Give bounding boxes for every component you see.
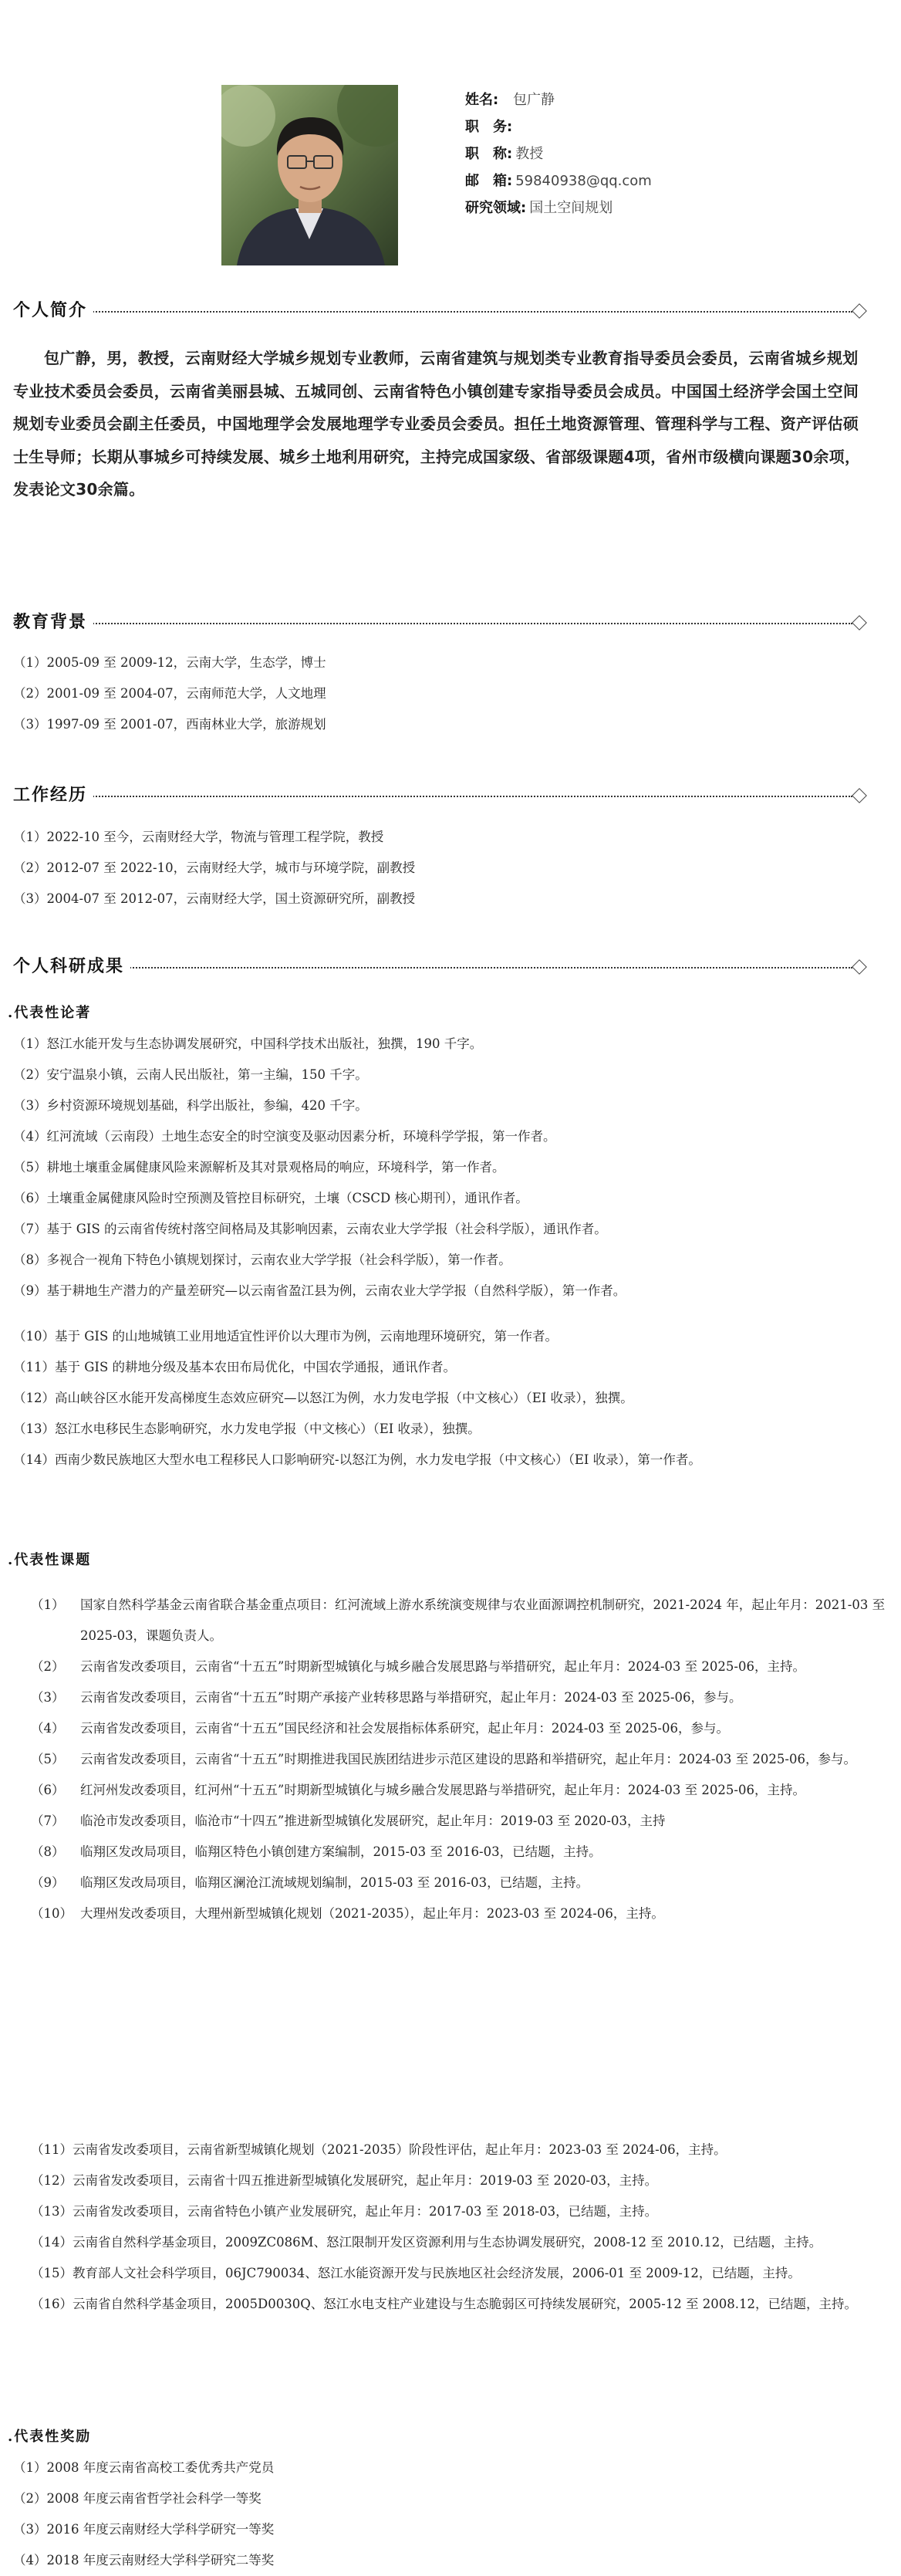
projects-heading: .代表性课题 bbox=[8, 1552, 92, 1568]
section-header-research bbox=[13, 955, 866, 979]
list-item: （1）2008 年度云南省高校工委优秀共产党员 bbox=[13, 2460, 275, 2475]
title-value: 教授 bbox=[515, 146, 544, 162]
list-item bbox=[31, 1898, 887, 1929]
list-item: （3）2004-07 至 2012-07，云南财经大学，国土资源研究所，副教授 bbox=[13, 891, 416, 906]
list-item: （3）1997-09 至 2001-07，西南林业大学，旅游规划 bbox=[13, 717, 326, 732]
list-item: （16）云南省自然科学基金项目，2005D0030Q、怒江水电支柱产业建设与生态脆弱区可持续发展研究，2005-12 至 2008.12，已结题，主持。 bbox=[31, 2297, 858, 2311]
list-item: （12）高山峡谷区水能开发高梯度生态效应研究—以怒江为例，水力发电学报（中文核心）（EI 收录），独撰。 bbox=[13, 1391, 633, 1405]
papers-list-continued bbox=[13, 1321, 885, 1476]
list-item: （3）2016 年度云南财经大学科学研究一等奖 bbox=[13, 2522, 275, 2537]
duty-label: 职 务: bbox=[465, 119, 513, 135]
item-text: 大理州发改委项目，大理州新型城镇化规划（2021-2035），起止年月：2023-03 至 2024-06，主持。 bbox=[80, 1906, 664, 1921]
projects-list-continued bbox=[31, 2135, 887, 2320]
item-number: （4） bbox=[31, 1721, 65, 1736]
list-item: （11）基于 GIS 的耕地分级及基本农田布局优化，中国农学通报，通讯作者。 bbox=[13, 1360, 456, 1374]
diamond-icon bbox=[852, 959, 867, 975]
list-item: （15）教育部人文社会科学项目，06JC790034、怒江水能资源开发与民族地区社会经济发展，2006-01 至 2009-12，已结题，主持。 bbox=[31, 2266, 801, 2280]
list-item: （4）2018 年度云南财经大学科学研究二等奖 bbox=[13, 2553, 275, 2568]
item-text: 临沧市发改委项目，临沧市“十四五”推进新型城镇化发展研究，起止年月：2019-03 至 2020-03，主持 bbox=[80, 1814, 666, 1828]
dotted-divider bbox=[13, 967, 852, 969]
diamond-icon bbox=[852, 788, 867, 803]
name-value: 包广静 bbox=[513, 92, 555, 108]
portrait-image bbox=[221, 85, 398, 265]
list-item: （1）2005-09 至 2009-12，云南大学，生态学，博士 bbox=[13, 655, 326, 670]
duty-row bbox=[465, 113, 652, 140]
list-item: （7）基于 GIS 的云南省传统村落空间格局及其影响因素，云南农业大学学报（社会科学版），通讯作者。 bbox=[13, 1222, 607, 1236]
section-title: 个人科研成果 bbox=[13, 955, 130, 979]
papers-list bbox=[13, 1029, 626, 1307]
item-text: 云南省发改委项目，云南省“十五五”时期新型城镇化与城乡融合发展思路与举措研究，起止年月：2024-03 至 2025-06，主持。 bbox=[80, 1659, 805, 1674]
section-title: 工作经历 bbox=[13, 784, 93, 807]
section-header-education bbox=[13, 611, 866, 634]
list-item: （14）云南省自然科学基金项目，2009ZC086M、怒江限制开发区资源利用与生态协调发展研究，2008-12 至 2010.12，已结题，主持。 bbox=[31, 2235, 822, 2250]
dotted-divider bbox=[13, 311, 852, 313]
name-row bbox=[465, 86, 652, 113]
item-text: 云南省发改委项目，云南省“十五五”时期推进我国民族团结进步示范区建设的思路和举措研究，起止年月：2024-03 至 2025-06，参与。 bbox=[80, 1752, 856, 1766]
list-item bbox=[31, 1837, 887, 1868]
item-text: 国家自然科学基金云南省联合基金重点项目：红河流域上游水系统演变规律与农业面源调控机制研究，2021-2024 年，起止年月：2021-03 至 2025-03，课题负责人。 bbox=[80, 1597, 886, 1643]
name-label: 姓名: bbox=[465, 92, 499, 108]
list-item: （2）安宁温泉小镇，云南人民出版社，第一主编，150 千字。 bbox=[13, 1067, 368, 1082]
list-item: （13）云南省发改委项目，云南省特色小镇产业发展研究，起止年月：2017-03 至 2018-03，已结题，主持。 bbox=[31, 2204, 658, 2219]
item-text: 云南省发改委项目，云南省“十五五”时期产承接产业转移思路与举措研究，起止年月：2024-03 至 2025-06，参与。 bbox=[80, 1690, 742, 1705]
field-value: 国土空间规划 bbox=[529, 200, 613, 216]
list-item: （14）西南少数民族地区大型水电工程移民人口影响研究-以怒江为例，水力发电学报（中文核心）（EI 收录），第一作者。 bbox=[13, 1452, 701, 1467]
title-label: 职 称: bbox=[465, 146, 513, 162]
item-number: （9） bbox=[31, 1875, 65, 1890]
list-item: （6）土壤重金属健康风险时空预测及管控目标研究，土壤（CSCD 核心期刊），通讯作者。 bbox=[13, 1191, 528, 1205]
list-item: （5）耕地土壤重金属健康风险来源解析及其对景观格局的响应，环境科学，第一作者。 bbox=[13, 1160, 505, 1175]
list-item bbox=[31, 1682, 887, 1713]
list-item bbox=[31, 1868, 887, 1898]
list-item: （4）红河流域（云南段）土地生态安全的时空演变及驱动因素分析，环境科学学报，第一作者。 bbox=[13, 1129, 556, 1144]
email-label: 邮 箱: bbox=[465, 173, 513, 189]
list-item: （2）2012-07 至 2022-10，云南财经大学，城市与环境学院，副教授 bbox=[13, 860, 416, 875]
list-item: （1）2022-10 至今，云南财经大学，物流与管理工程学院，教授 bbox=[13, 830, 384, 844]
field-row bbox=[465, 194, 652, 221]
education-list bbox=[13, 647, 326, 740]
section-title: 教育背景 bbox=[13, 611, 93, 634]
item-number: （1） bbox=[31, 1597, 65, 1612]
list-item: （11）云南省发改委项目，云南省新型城镇化规划（2021-2035）阶段性评估，起止年月：2023-03 至 2024-06，主持。 bbox=[31, 2142, 727, 2157]
item-text: 云南省发改委项目，云南省“十五五”国民经济和社会发展指标体系研究，起止年月：2024-03 至 2025-06，参与。 bbox=[80, 1721, 729, 1736]
papers-heading: .代表性论著 bbox=[8, 1005, 92, 1021]
item-number: （3） bbox=[31, 1690, 65, 1705]
list-item: （2）2008 年度云南省哲学社会科学一等奖 bbox=[13, 2491, 262, 2506]
awards-list bbox=[13, 2453, 274, 2576]
list-item bbox=[31, 1775, 887, 1806]
item-number: （2） bbox=[31, 1659, 65, 1674]
awards-heading: .代表性奖励 bbox=[8, 2429, 92, 2445]
profile-info bbox=[465, 86, 652, 221]
diamond-icon bbox=[852, 303, 867, 319]
item-number: （7） bbox=[31, 1814, 65, 1828]
diamond-icon bbox=[852, 615, 867, 630]
item-text: 临翔区发改局项目，临翔区澜沧江流域规划编制，2015-03 至 2016-03，已结题，主持。 bbox=[80, 1875, 589, 1890]
item-text: 红河州发改委项目，红河州“十五五”时期新型城镇化与城乡融合发展思路与举措研究，起止年月：2024-03 至 2025-06，主持。 bbox=[80, 1783, 805, 1797]
list-item bbox=[31, 1590, 887, 1651]
section-header-intro bbox=[13, 299, 866, 323]
item-text: 临翔区发改局项目，临翔区特色小镇创建方案编制，2015-03 至 2016-03，已结题，主持。 bbox=[80, 1844, 602, 1859]
dotted-divider bbox=[13, 623, 852, 624]
list-item: （9）基于耕地生产潜力的产量差研究—以云南省盈江县为例，云南农业大学学报（自然科学版），第一作者。 bbox=[13, 1283, 626, 1298]
item-number: （10） bbox=[31, 1906, 73, 1921]
list-item: （13）怒江水电移民生态影响研究，水力发电学报（中文核心）（EI 收录），独撰。 bbox=[13, 1422, 481, 1436]
title-row bbox=[465, 140, 652, 167]
email-row bbox=[465, 167, 652, 194]
list-item: （3）乡村资源环境规划基础，科学出版社，参编，420 千字。 bbox=[13, 1098, 368, 1113]
dotted-divider bbox=[13, 796, 852, 797]
list-item: （10）基于 GIS 的山地城镇工业用地适宜性评价以大理市为例，云南地理环境研究，第一作者。 bbox=[13, 1329, 558, 1344]
list-item bbox=[31, 1651, 887, 1682]
work-list bbox=[13, 822, 415, 914]
projects-list bbox=[31, 1590, 887, 1929]
section-header-work bbox=[13, 784, 866, 807]
list-item: （2）2001-09 至 2004-07，云南师范大学，人文地理 bbox=[13, 686, 326, 701]
email-value[interactable]: 59840938@qq.com bbox=[515, 173, 652, 189]
list-item bbox=[31, 1713, 887, 1744]
item-number: （8） bbox=[31, 1844, 65, 1859]
list-item bbox=[31, 1744, 887, 1775]
item-number: （5） bbox=[31, 1752, 65, 1766]
list-item: （1）怒江水能开发与生态协调发展研究，中国科学技术出版社，独撰，190 千字。 bbox=[13, 1036, 483, 1051]
list-item: （12）云南省发改委项目，云南省十四五推进新型城镇化发展研究，起止年月：2019-03 至 2020-03，主持。 bbox=[31, 2173, 658, 2188]
field-label: 研究领域: bbox=[465, 200, 527, 216]
list-item: （8）多视合一视角下特色小镇规划探讨，云南农业大学学报（社会科学版），第一作者。 bbox=[13, 1253, 511, 1267]
profile-photo bbox=[221, 85, 398, 265]
section-title: 个人简介 bbox=[13, 299, 93, 323]
intro-paragraph: 包广静，男，教授，云南财经大学城乡规划专业教师，云南省建筑与规划类专业教育指导委员会委员，云南省城乡规划专业技术委员会委员，云南省美丽县城、五城同创、云南省特色小镇创建专家指导委员会成员。中国国土经济学会国土空间规划专业委员会副主任委员，中国地理学会发展地理学专业委员会委员。担任土地资源管理、管理科学与工程、资产评估硕士生导师；长期从事城乡可持续发展、城乡土地利用研究，主持完成国家级、省部级课题4项，省州市级横向课题30余项，发表论文30余篇。 bbox=[13, 349, 861, 499]
list-item bbox=[31, 1806, 887, 1837]
item-number: （6） bbox=[31, 1783, 65, 1797]
